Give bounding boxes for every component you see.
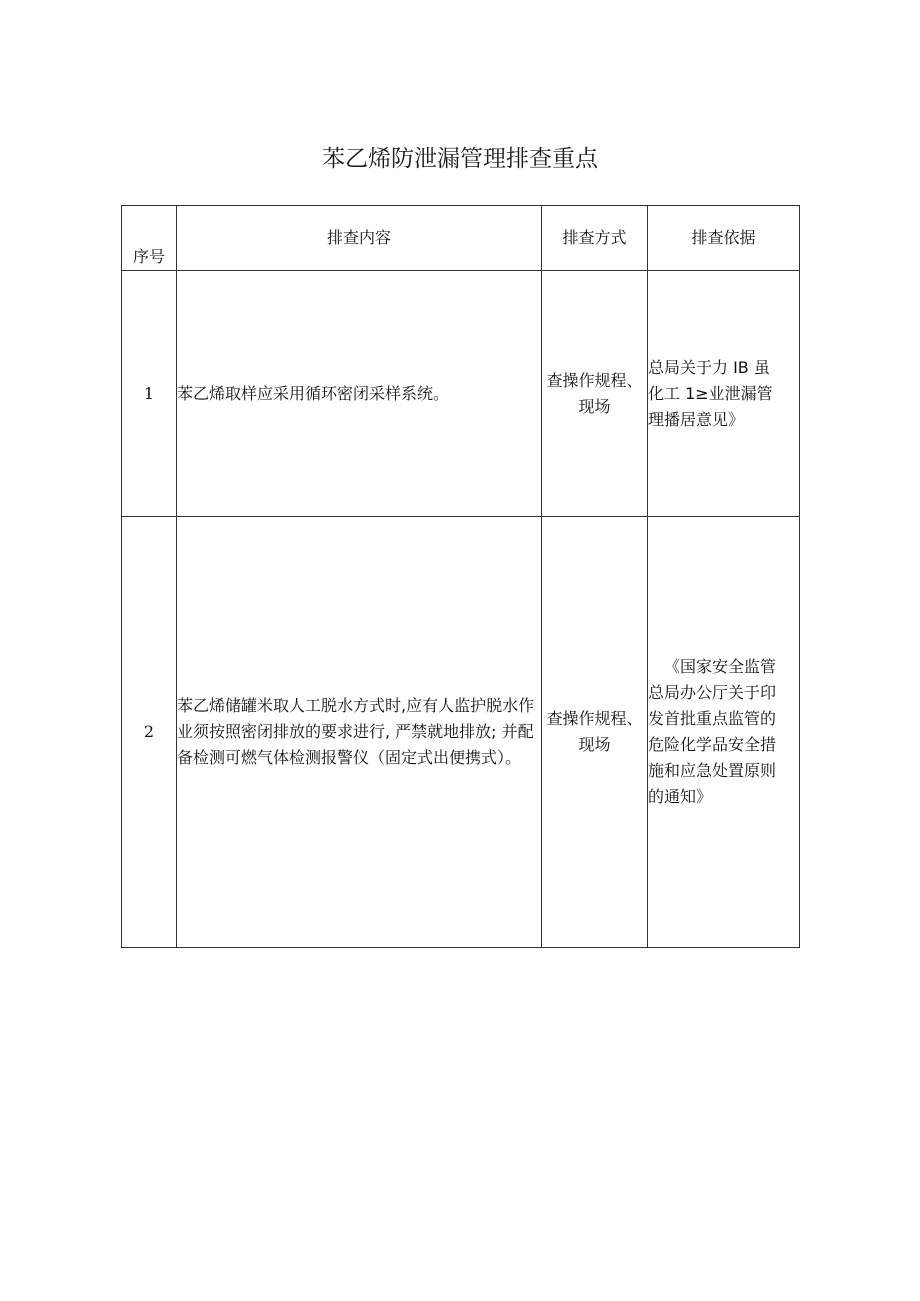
row-method: 查操作规程、现场 (542, 517, 648, 948)
basis-line: 理播居意见》 (648, 409, 745, 429)
row-method: 查操作规程、现场 (542, 271, 648, 517)
basis-line: 《国家安全监管 (664, 657, 777, 676)
row-content: 苯乙烯取样应采用循环密闭采样系统。 (177, 271, 542, 517)
header-no: 序号 (122, 206, 177, 271)
row-content: 苯乙烯储罐米取人工脱水方式时,应有人监护脱水作业须按照密闭排放的要求进行, 严禁就地排放; 并配备检测可燃气体检测报警仪（固定式出便携式）。 (177, 517, 542, 948)
row-number: 1 (122, 271, 177, 517)
table-row (122, 517, 800, 948)
document-title: 苯乙烯防泄漏管理排查重点 (322, 146, 598, 172)
basis-line: 施和应急处置原则 (648, 761, 777, 780)
basis-line: 化工 1≥业泄漏管 (648, 383, 773, 403)
header-content: 排查内容 (177, 206, 542, 271)
table-header-row (122, 206, 800, 271)
row-number: 2 (122, 517, 177, 948)
basis-line: 总局办公厅关于印 (648, 683, 777, 702)
basis-line: 危险化学品安全措 (648, 735, 777, 754)
table-row (122, 271, 800, 517)
basis-line: 的通知》 (648, 787, 713, 806)
basis-line: 总局关于力 IB 虽 (648, 357, 770, 377)
row-basis (648, 517, 800, 948)
header-method: 排查方式 (542, 206, 648, 271)
basis-line: 发首批重点监管的 (648, 709, 777, 728)
inspection-table (121, 205, 800, 948)
row-basis (648, 271, 800, 517)
header-basis: 排查依据 (648, 206, 800, 271)
